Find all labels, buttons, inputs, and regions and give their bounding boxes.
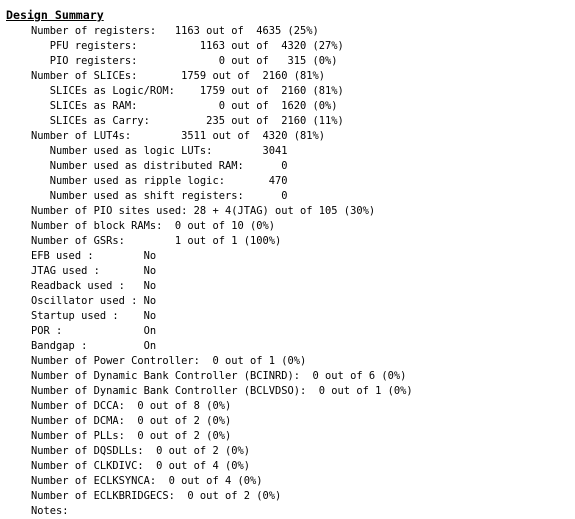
report-line: Number of ECLKBRIDGECS: 0 out of 2 (0%)	[6, 490, 282, 502]
report-line: Number of DQSDLLs: 0 out of 2 (0%)	[6, 445, 250, 457]
design-summary-report	[6, 8, 571, 519]
report-line: Number of Dynamic Bank Controller (BCLVDSO): 0 out of 1 (0%)	[6, 385, 413, 397]
report-line: Number used as shift registers: 0	[6, 190, 288, 202]
report-line: SLICEs as Carry: 235 out of 2160 (11%)	[6, 115, 344, 127]
report-line: PFU registers: 1163 out of 4320 (27%)	[6, 40, 344, 52]
report-line: Number of DCMA: 0 out of 2 (0%)	[6, 415, 232, 427]
report-line: Number of Dynamic Bank Controller (BCINRD): 0 out of 6 (0%)	[6, 370, 407, 382]
report-line: Number used as logic LUTs: 3041	[6, 145, 288, 157]
report-line: Startup used : No	[6, 310, 157, 322]
report-line: Number of GSRs: 1 out of 1 (100%)	[6, 235, 282, 247]
report-line: PIO registers: 0 out of 315 (0%)	[6, 55, 338, 67]
report-line: SLICEs as Logic/ROM: 1759 out of 2160 (81%)	[6, 85, 344, 97]
report-line: Number of LUT4s: 3511 out of 4320 (81%)	[6, 130, 326, 142]
report-lines	[6, 24, 571, 519]
report-line: SLICEs as RAM: 0 out of 1620 (0%)	[6, 100, 338, 112]
report-line: Number of PLLs: 0 out of 2 (0%)	[6, 430, 232, 442]
report-line: Number of registers: 1163 out of 4635 (25%)	[6, 25, 319, 37]
report-line: EFB used : No	[6, 250, 157, 262]
report-line: Number of PIO sites used: 28 + 4(JTAG) out of 105 (30%)	[6, 205, 376, 217]
report-line: Number of ECLKSYNCA: 0 out of 4 (0%)	[6, 475, 263, 487]
report-line: Number of SLICEs: 1759 out of 2160 (81%)	[6, 70, 326, 82]
report-title: Design Summary	[6, 8, 104, 22]
report-line: Oscillator used : No	[6, 295, 157, 307]
report-line: POR : On	[6, 325, 157, 337]
report-line: Number used as ripple logic: 470	[6, 175, 288, 187]
report-line: Number of Power Controller: 0 out of 1 (0%)	[6, 355, 307, 367]
report-line: Bandgap : On	[6, 340, 157, 352]
report-line: Number of block RAMs: 0 out of 10 (0%)	[6, 220, 275, 232]
report-line: JTAG used : No	[6, 265, 157, 277]
report-line: Notes:	[6, 505, 69, 517]
report-line: Readback used : No	[6, 280, 157, 292]
report-line: Number of DCCA: 0 out of 8 (0%)	[6, 400, 232, 412]
report-line: Number of CLKDIVC: 0 out of 4 (0%)	[6, 460, 250, 472]
report-line: Number used as distributed RAM: 0	[6, 160, 288, 172]
